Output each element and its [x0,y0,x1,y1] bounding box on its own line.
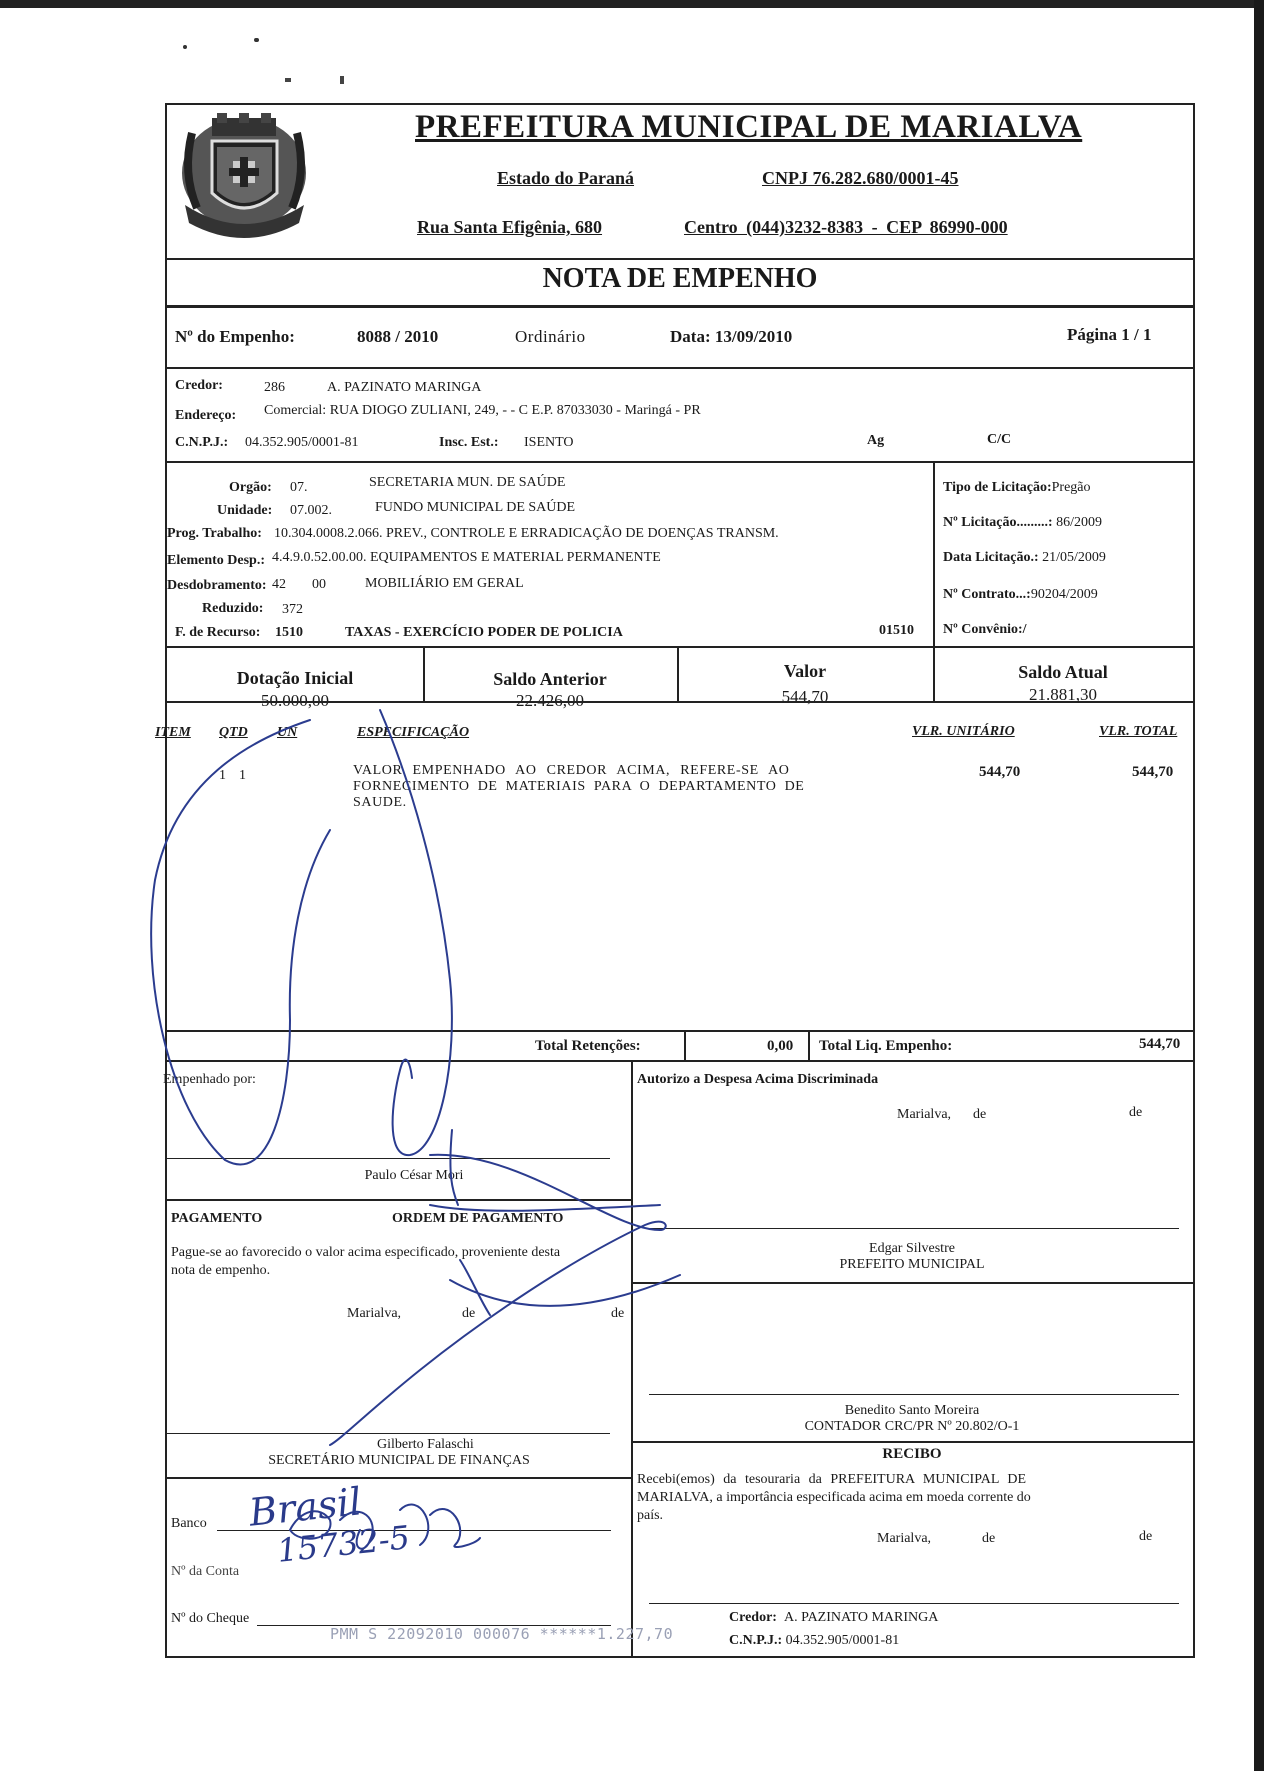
autorizo-de-2: de [1129,1105,1143,1120]
row-item: 1 [219,768,226,783]
credor-name: A. PAZINATO MARINGA [327,380,482,395]
numero-contrato: Nº Contrato...:90204/2009 [943,587,1098,602]
scan-speck [285,78,291,82]
agency-label: Ag [867,433,885,448]
recibo-title: RECIBO [882,1446,942,1462]
page-number: Página 1 / 1 [1067,325,1152,344]
col-especificacao: ESPECIFICAÇÃO [357,725,470,740]
insc-value: ISENTO [524,435,574,450]
banco-handwritten: Brasil [247,1479,364,1535]
recibo-cnpj: C.N.P.J.: 04.352.905/0001-81 [729,1633,900,1648]
reduzido-label: Reduzido: [202,601,264,616]
account-label: C/C [987,432,1012,447]
row-qtd: 1 [239,768,246,783]
numero-licitacao: Nº Licitação.........: 86/2009 [943,515,1102,530]
scan-right-edge [1254,0,1264,1771]
fonte-recurso-code: 1510 [275,625,303,640]
nota-empenho-form [155,103,1195,1658]
empenho-type: Ordinário [515,327,586,346]
desdobramento-name: MOBILIÁRIO EM GERAL [365,576,524,591]
empenho-number-label: Nº do Empenho: [175,327,295,346]
saldo-atual-label: Saldo Atual [1018,662,1108,682]
pagamento-text: Pague-se ao favorecido o valor acima especificado, proveniente desta nota de empenho. [171,1245,561,1278]
pagamento-city: Marialva, [347,1306,402,1321]
elemento-label: Elemento Desp.: [167,553,265,568]
scan-top-edge [0,0,1264,8]
secretario-name: Gilberto Falaschi [377,1437,474,1452]
scan-speck [183,45,187,49]
secretario-title: SECRETÁRIO MUNICIPAL DE FINANÇAS [268,1453,530,1468]
empenhado-por-name: Paulo César Mori [364,1168,464,1183]
header-address: Rua Santa Efigênia, 680 [417,217,603,237]
recibo-de-2: de [1139,1529,1153,1544]
prog-label: Prog. Trabalho: [167,526,262,541]
address-value: Comercial: RUA DIOGO ZULIANI, 249, - - C E.P. 87033030 - Maringá - PR [264,403,701,418]
empenho-number: 8088 / 2010 [357,327,439,346]
scan-speck [340,76,344,84]
autorizo-label: Autorizo a Despesa Acima Discriminada [637,1072,879,1087]
valor-value: 544,70 [781,687,829,706]
unidade-name: FUNDO MUNICIPAL DE SAÚDE [375,500,576,515]
total-liq-value: 544,70 [1139,1036,1181,1052]
cnpj-value: 04.352.905/0001-81 [245,435,359,450]
ordem-pagamento-label: ORDEM DE PAGAMENTO [392,1211,564,1226]
contador-signature: Benedito Santo Moreira CONTADOR CRC/PR Nº 20.802/O-1 [804,1403,1020,1434]
unidade-label: Unidade: [217,503,273,518]
reduzido-value: 372 [282,602,303,617]
insc-label: Insc. Est.: [439,435,499,450]
col-vlr-unitario: VLR. UNITÁRIO [912,724,1015,739]
unidade-code: 07.002. [290,503,332,518]
elemento-value: 4.4.9.0.52.00.00. EQUIPAMENTOS E MATERIAL PERMANENTE [272,550,661,565]
data-licitacao: Data Licitação.: 21/05/2009 [943,550,1106,565]
fonte-recurso-name: TAXAS - EXERCÍCIO PODER DE POLICIA [345,625,623,640]
saldo-anterior-value: 22.426,00 [516,691,584,710]
saldo-atual-value: 21.881,30 [1029,685,1097,704]
orgao-label: Orgão: [229,480,272,495]
tipo-licitacao: Tipo de Licitação:Pregão [943,480,1091,495]
orgao-name: SECRETARIA MUN. DE SAÚDE [369,475,566,490]
pagamento-de-1: de [462,1306,476,1321]
desdobramento-code: 42 [272,577,286,592]
credor-label: Credor: [175,378,223,393]
row-vlr-unitario: 544,70 [979,764,1021,780]
row-especificacao: VALOR EMPENHADO AO CREDOR ACIMA, REFERE-SE AO FORNECIMENTO DE MATERIAIS PARA O DEPARTAMENTO DE SAUDE. [353,763,805,810]
bank-stamp: PMM S 22092010 000076 ******1.227,70 [330,1625,674,1643]
desdobramento-label: Desdobramento: [167,578,267,593]
total-retencoes-value: 0,00 [767,1038,794,1054]
conta-handwritten: 15732-5 [275,1518,412,1570]
empenho-date: Data: 13/09/2010 [670,327,793,346]
recibo-de-1: de [982,1531,996,1546]
orgao-code: 07. [290,480,308,495]
autorizo-de-1: de [973,1107,987,1122]
header-title: PREFEITURA MUNICIPAL DE MARIALVA [415,109,1083,145]
recibo-credor: Credor: A. PAZINATO MARINGA [729,1610,939,1625]
desdobramento-sub: 00 [312,577,326,592]
banco-label: Banco [171,1516,207,1531]
total-liq-label: Total Liq. Empenho: [819,1038,953,1054]
col-qtd: QTD [219,725,248,740]
pagamento-de-2: de [611,1306,625,1321]
recibo-city: Marialva, [877,1531,932,1546]
total-retencoes-label: Total Retenções: [535,1038,641,1054]
dotacao-inicial-label: Dotação Inicial [236,668,354,688]
valor-label: Valor [783,661,827,681]
col-vlr-total: VLR. TOTAL [1099,724,1178,739]
cnpj-label: C.N.P.J.: [175,435,229,450]
document-title: NOTA DE EMPENHO [542,263,818,294]
scan-speck [254,38,259,42]
cheque-label: Nº do Cheque [171,1611,250,1626]
col-item: ITEM [155,725,191,740]
header-contact: Centro (044)3232-8383 - CEP 86990-000 [684,217,1008,237]
prog-value: 10.304.0008.2.066. PREV., CONTROLE E ERRADICAÇÃO DE DOENÇAS TRANSM. [274,526,779,541]
header-cnpj: CNPJ 76.282.680/0001-45 [762,168,959,188]
prefeito-signature: Edgar Silvestre PREFEITO MUNICIPAL [839,1241,985,1272]
recibo-text: Recebi(emos) da tesouraria da PREFEITURA MUNICIPAL DE MARIALVA, a importância especificada acima em moeda corrente do país. [637,1472,1031,1523]
header-state: Estado do Paraná [497,168,635,188]
fonte-recurso-number: 01510 [879,623,914,638]
empenhado-por-label: Empenhado por: [163,1072,256,1087]
address-label: Endereço: [175,408,237,423]
conta-label: Nº da Conta [171,1564,240,1579]
autorizo-city: Marialva, [897,1107,952,1122]
coat-of-arms-icon [177,113,312,238]
pagamento-label: PAGAMENTO [171,1211,263,1226]
col-un: UN [277,725,298,740]
credor-code: 286 [264,380,285,395]
row-vlr-total: 544,70 [1132,764,1174,780]
fonte-recurso-label: F. de Recurso: [175,625,261,640]
saldo-anterior-label: Saldo Anterior [493,669,607,689]
numero-convenio: Nº Convênio:/ [943,622,1027,637]
dotacao-inicial-value: 50.000,00 [261,691,329,710]
